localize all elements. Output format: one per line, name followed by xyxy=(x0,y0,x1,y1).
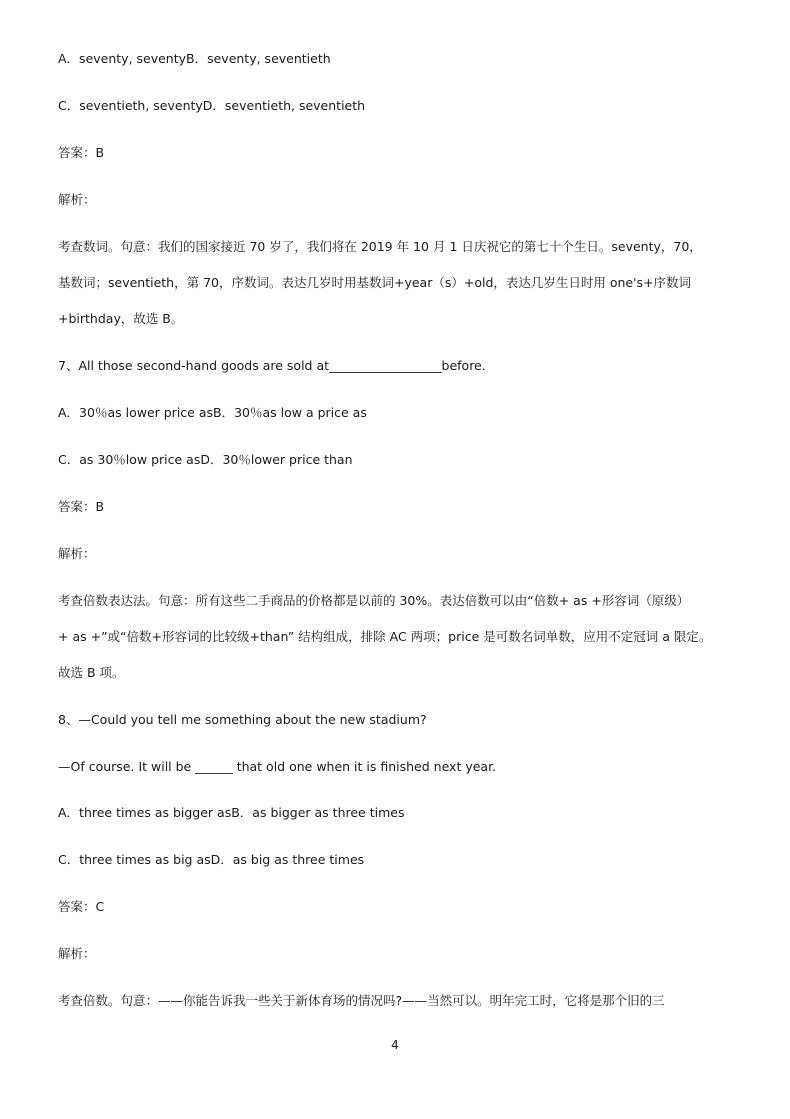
q7-answer: 答案：B xyxy=(58,499,105,514)
q8-answer: 答案：C xyxy=(58,899,105,914)
q8-analysis-line-1: 考查倍数。句意：——你能告诉我一些关于新体育场的情况吗?——当然可以。明年完工时，它将是那个旧的三 xyxy=(58,993,665,1008)
q6-answer: 答案：B xyxy=(58,145,105,160)
q6-analysis-line-1: 考查数词。句意：我们的国家接近 70 岁了，我们将在 2019 年 10 月 1 日庆祝它的第七十个生日。seventy，70， xyxy=(58,239,702,254)
q8-option-ab: A．three times as bigger asB．as bigger as three times xyxy=(58,805,405,820)
q7-analysis-line-2: + as +”或“倍数+形容词的比较级+than” 结构组成，排除 AC 两项；price 是可数名词单数，应用不定冠词 a 限定。 xyxy=(58,629,712,644)
q7-question: 7、All those second-hand goods are sold at__________________before． xyxy=(58,358,495,373)
q7-analysis-line-1: 考查倍数表达法。句意：所有这些二手商品的价格都是以前的 30%。表达倍数可以由“倍数+ as +形容词（原级） xyxy=(58,593,690,608)
q6-analysis-line-3: +birthday，故选 B。 xyxy=(58,311,184,326)
q7-analysis-label: 解析： xyxy=(58,546,96,561)
q7-analysis-line-3: 故选 B 项。 xyxy=(58,665,125,680)
q6-analysis-line-2: 基数词；seventieth，第 70，序数词。表达几岁时用基数词+year（s）+old，表达几岁生日时用 one's+序数词 xyxy=(58,275,692,290)
q6-option-cd: C．seventieth, seventyD．seventieth, seventieth xyxy=(58,98,366,113)
q6-analysis-label: 解析： xyxy=(58,192,96,207)
page-number: 4 xyxy=(391,1038,399,1052)
q6-option-ab: A．seventy, seventyB．seventy, seventieth xyxy=(58,51,331,66)
q7-option-ab: A．30％as lower price asB．30％as low a price as xyxy=(58,405,367,420)
q8-analysis-label: 解析： xyxy=(58,946,96,961)
q7-option-cd: C．as 30％low price asD．30％lower price than xyxy=(58,452,353,467)
q8-question: 8、—Could you tell me something about the new stadium? xyxy=(58,712,427,727)
q8-option-cd: C．three times as big asD．as big as three times xyxy=(58,852,365,867)
q8-reply: —Of course. It will be ______ that old one when it is finished next year. xyxy=(58,759,497,774)
